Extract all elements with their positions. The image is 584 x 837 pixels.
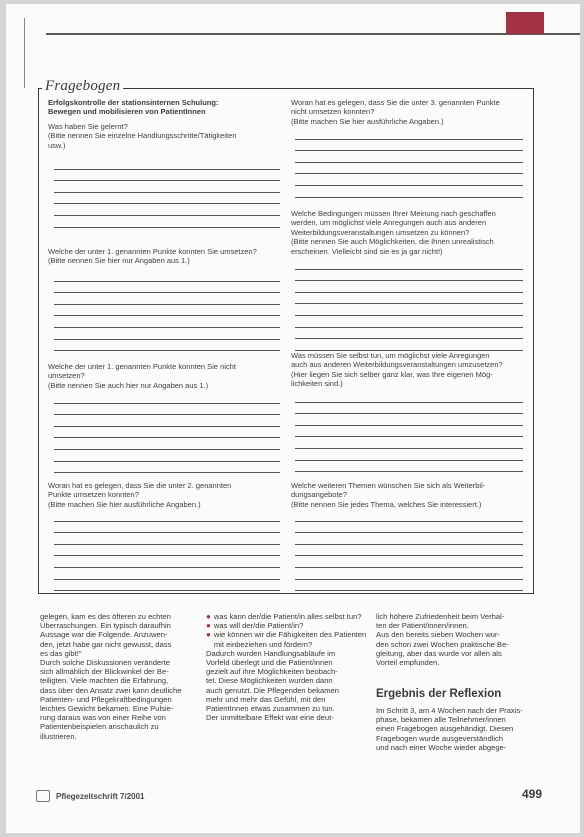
answer-line[interactable] xyxy=(295,270,523,282)
answer-line[interactable] xyxy=(54,282,280,294)
body-line: auch genutzt. Die Pflegenden bekamen xyxy=(206,685,339,695)
answer-lines-3[interactable] xyxy=(54,392,280,473)
bullet-item xyxy=(206,621,370,630)
answer-line[interactable] xyxy=(295,151,523,163)
body-line: Patienten- und Pflegekraftbedingungen xyxy=(40,694,172,704)
question-text-line: umsetzen? xyxy=(48,371,85,381)
question-text-line: werden, um möglichst viele Anregungen auch aus anderen xyxy=(291,218,487,228)
question-5 xyxy=(291,98,527,126)
body-line: gezielt auf ihre Möglichkeiten beobach- xyxy=(206,667,338,677)
body-line: illustrieren. xyxy=(40,731,77,741)
body-line: Aus den bereits sieben Wochen wur- xyxy=(376,630,500,640)
body-line: den schon zwei Wochen praktische Be- xyxy=(376,639,509,649)
answer-line[interactable] xyxy=(54,462,280,474)
bullet-icon: ● xyxy=(206,630,211,640)
bullet-text: wie können wir die Fähigkeiten des Patienten mit einbeziehen und fördern? xyxy=(213,630,367,649)
question-8 xyxy=(291,481,529,509)
body-line: rung daraus was von einer Reihe von xyxy=(40,713,166,723)
body-line: Fragebogen wurde ausgeverständlich xyxy=(376,733,504,743)
body-line: Überraschungen. Ein typisch daraufhin xyxy=(40,621,171,631)
body-line: Patientenbeispielen anschaulich zu xyxy=(40,722,159,732)
answer-lines-6[interactable] xyxy=(295,258,523,351)
journal-name: Pflegezeitschrift 7/2001 xyxy=(56,791,145,801)
answer-line[interactable] xyxy=(54,193,280,205)
answer-lines-4[interactable] xyxy=(54,510,280,591)
body-line: gelegen, kam es des öfteren zu echten xyxy=(40,612,171,621)
question-text-line: (Bitte nennen Sie jedes Thema, welches Sie interessiert.) xyxy=(291,499,482,509)
question-text-line: (Bitte nennen Sie hier nur Angaben aus 1.) xyxy=(48,256,190,266)
answer-line[interactable] xyxy=(54,438,280,450)
answer-line[interactable] xyxy=(295,128,523,140)
answer-line[interactable] xyxy=(54,328,280,340)
answer-line[interactable] xyxy=(54,415,280,427)
answer-line[interactable] xyxy=(295,140,523,152)
answer-line[interactable] xyxy=(54,158,280,170)
question-text-line: nicht umsetzen konnten? xyxy=(291,107,375,117)
bullet-item xyxy=(206,630,370,648)
bullet-icon: ● xyxy=(206,612,211,621)
question-1 xyxy=(48,98,280,150)
question-6 xyxy=(291,209,529,256)
answer-line[interactable] xyxy=(295,545,523,557)
body-line: leichtes Gewicht bekamen. Eine Pulsie- xyxy=(40,704,174,714)
answer-line[interactable] xyxy=(54,270,280,282)
answer-line[interactable] xyxy=(54,556,280,568)
question-text-line: (Bitte nennen Sie einzelne Handlungsschritte/Tätigkeiten xyxy=(48,131,237,141)
answer-line[interactable] xyxy=(295,426,523,438)
body-line: PatientInnen etwas zusammen zu tun. xyxy=(206,704,335,714)
answer-line[interactable] xyxy=(295,510,523,522)
answer-line[interactable] xyxy=(54,545,280,557)
answer-line[interactable] xyxy=(295,328,523,340)
answer-line[interactable] xyxy=(295,449,523,461)
bullet-text: was kann der/die Patient/in alles selbst tun? xyxy=(213,612,362,621)
answer-line[interactable] xyxy=(295,437,523,449)
answer-line[interactable] xyxy=(54,293,280,305)
answer-line[interactable] xyxy=(295,174,523,186)
form-title: Fragebogen xyxy=(42,78,123,95)
body-line: teiligten. Viele machten die Erfahrung, xyxy=(40,676,169,686)
answer-line[interactable] xyxy=(54,404,280,416)
answer-lines-1[interactable] xyxy=(54,158,280,228)
answer-lines-7[interactable] xyxy=(295,391,523,472)
question-text-line: (Hier liegen Sie sich selber ganz klar, was Ihre eigenen Mög- xyxy=(291,369,493,379)
header-rule xyxy=(46,33,580,35)
question-text-line: Welche der unter 1. genannten Punkte konnten Sie nicht xyxy=(48,362,236,371)
body-line: dass über den Ansatz zwei kann deutliche xyxy=(40,685,182,695)
question-text-line: Welche der unter 1. genannten Punkte konnten Sie umsetzen? xyxy=(48,247,257,256)
question-text-line: (Bitte nennen Sie auch hier nur Angaben aus 1.) xyxy=(48,380,209,390)
body-line: den, jetzt habe gar nicht gewusst, dass xyxy=(40,639,172,649)
answer-line[interactable] xyxy=(295,293,523,305)
question-text-line: Welche weiteren Themen wünschen Sie sich als Weiterbil- xyxy=(291,481,486,490)
answer-line[interactable] xyxy=(54,181,280,193)
journal-logo-icon xyxy=(36,790,50,802)
body-line: lich höhere Zufriedenheit beim Verhal- xyxy=(376,612,505,621)
answer-line[interactable] xyxy=(295,461,523,473)
answer-line[interactable] xyxy=(295,556,523,568)
body-column-1 xyxy=(40,612,200,741)
body-line: Dadurch wurden Handlungsabläufe im xyxy=(206,648,336,658)
question-text-line: Was müssen Sie selbst tun, um möglichst viele Anregungen xyxy=(291,351,490,360)
answer-line[interactable] xyxy=(295,414,523,426)
question-text-line: erscheinen. Vielleicht sind sie es ja gar nicht!) xyxy=(291,246,443,256)
answer-line[interactable] xyxy=(295,580,523,592)
question-7 xyxy=(291,351,529,389)
body-line: einen Fragebogen ausgehändigt. Diesen xyxy=(376,724,514,734)
answer-line[interactable] xyxy=(54,450,280,462)
answer-line[interactable] xyxy=(295,186,523,198)
question-text-line: Was haben Sie gelernt? xyxy=(48,121,128,131)
section-marker xyxy=(506,12,544,34)
question-text-line: dungsangebote? xyxy=(291,490,347,500)
body-line: Vorfeld überlegt und die Patient/innen xyxy=(206,658,333,668)
answer-line[interactable] xyxy=(295,403,523,415)
bullet-text: was will der/die Patient/in? xyxy=(213,621,304,631)
answer-line[interactable] xyxy=(295,258,523,270)
question-heading-line: Erfolgskontrolle der stationsinternen Schulung: xyxy=(48,98,219,107)
answer-line[interactable] xyxy=(295,304,523,316)
question-text-line: (Bitte machen Sie hier ausführliche Angaben.) xyxy=(48,499,201,509)
page-number: 499 xyxy=(521,787,542,801)
answer-lines-2[interactable] xyxy=(54,270,280,351)
question-text-line: Weiterbildungsveranstaltungen umsetzen zu können? xyxy=(291,227,470,237)
answer-line[interactable] xyxy=(295,568,523,580)
question-text-line: usw.) xyxy=(48,140,66,150)
body-line: es das gibt!" xyxy=(40,648,82,658)
answer-line[interactable] xyxy=(54,580,280,592)
body-line: Vorteil empfunden. xyxy=(376,658,440,668)
body-line: Der unmittelbare Effekt war eine deut- xyxy=(206,713,334,723)
question-2 xyxy=(48,247,284,266)
body-line: und nach einer Woche wieder abgege- xyxy=(376,742,507,752)
body-line: tet. Diese Möglichkeiten wurden dann xyxy=(206,676,333,686)
body-line: mehr und mehr das Gefühl, mit den xyxy=(206,694,326,704)
answer-line[interactable] xyxy=(54,305,280,317)
body-line: gleitung, aber das wurde vor allen als xyxy=(376,648,502,658)
body-column-3 xyxy=(376,612,536,667)
answer-line[interactable] xyxy=(54,170,280,182)
page-footer xyxy=(36,790,144,802)
answer-line[interactable] xyxy=(54,392,280,404)
answer-line[interactable] xyxy=(54,427,280,439)
answer-lines-8[interactable] xyxy=(295,510,523,591)
answer-line[interactable] xyxy=(295,533,523,545)
question-text-line: (Bitte machen Sie hier ausführliche Angaben.) xyxy=(291,116,444,126)
body-line: sich allmählich der Blickwinkel der Be- xyxy=(40,667,169,677)
question-heading-line: Bewegen und mobilisieren von PatientInnen xyxy=(48,107,206,117)
question-text-line: Welche Bedingungen müssen Ihrer Meinung nach geschaffen xyxy=(291,209,496,218)
answer-line[interactable] xyxy=(54,316,280,328)
answer-line[interactable] xyxy=(295,163,523,175)
question-4 xyxy=(48,481,280,509)
answer-line[interactable] xyxy=(54,510,280,522)
answer-lines-5[interactable] xyxy=(295,128,523,198)
answer-line[interactable] xyxy=(295,522,523,534)
body-line: phase, bekamen alle Teilnehmer/innen xyxy=(376,715,506,725)
bullet-icon: ● xyxy=(206,621,211,631)
answer-line[interactable] xyxy=(295,339,523,351)
body-line: Im Schritt 3, am 4 Wochen nach der Praxis- xyxy=(376,706,523,715)
section-heading: Ergebnis der Reflexion xyxy=(376,688,502,700)
body-column-2 xyxy=(206,612,370,722)
answer-line[interactable] xyxy=(295,316,523,328)
question-text-line: Woran hat es gelegen, dass Sie die unter 3. genannten Punkte xyxy=(291,98,500,107)
answer-line[interactable] xyxy=(54,522,280,534)
body-line: Durch solche Diskussionen veränderte xyxy=(40,658,171,668)
question-text-line: Woran hat es gelegen, dass Sie die unter 2. genannten xyxy=(48,481,232,490)
answer-line[interactable] xyxy=(54,568,280,580)
answer-line[interactable] xyxy=(54,216,280,228)
question-3 xyxy=(48,362,280,390)
bullet-item xyxy=(206,612,370,621)
question-text-line: (Bitte nennen Sie auch Möglichkeiten, die Ihnen unrealistisch xyxy=(291,237,494,247)
body-line: Aussage war die Folgende. Anzuwen- xyxy=(40,630,168,640)
question-text-line: auch aus anderen Weiterbildungsveranstaltungen umzusetzen? xyxy=(291,360,503,370)
margin-rule xyxy=(24,18,25,88)
question-text-line: Punkte umsetzen konnten? xyxy=(48,490,139,500)
body-column-3b xyxy=(376,706,536,752)
body-line: ten der Patient/innen/innen. xyxy=(376,621,469,631)
answer-line[interactable] xyxy=(54,340,280,352)
answer-line[interactable] xyxy=(54,204,280,216)
answer-line[interactable] xyxy=(295,391,523,403)
answer-line[interactable] xyxy=(54,533,280,545)
answer-line[interactable] xyxy=(295,281,523,293)
question-text-line: lichkeiten sind.) xyxy=(291,379,343,389)
